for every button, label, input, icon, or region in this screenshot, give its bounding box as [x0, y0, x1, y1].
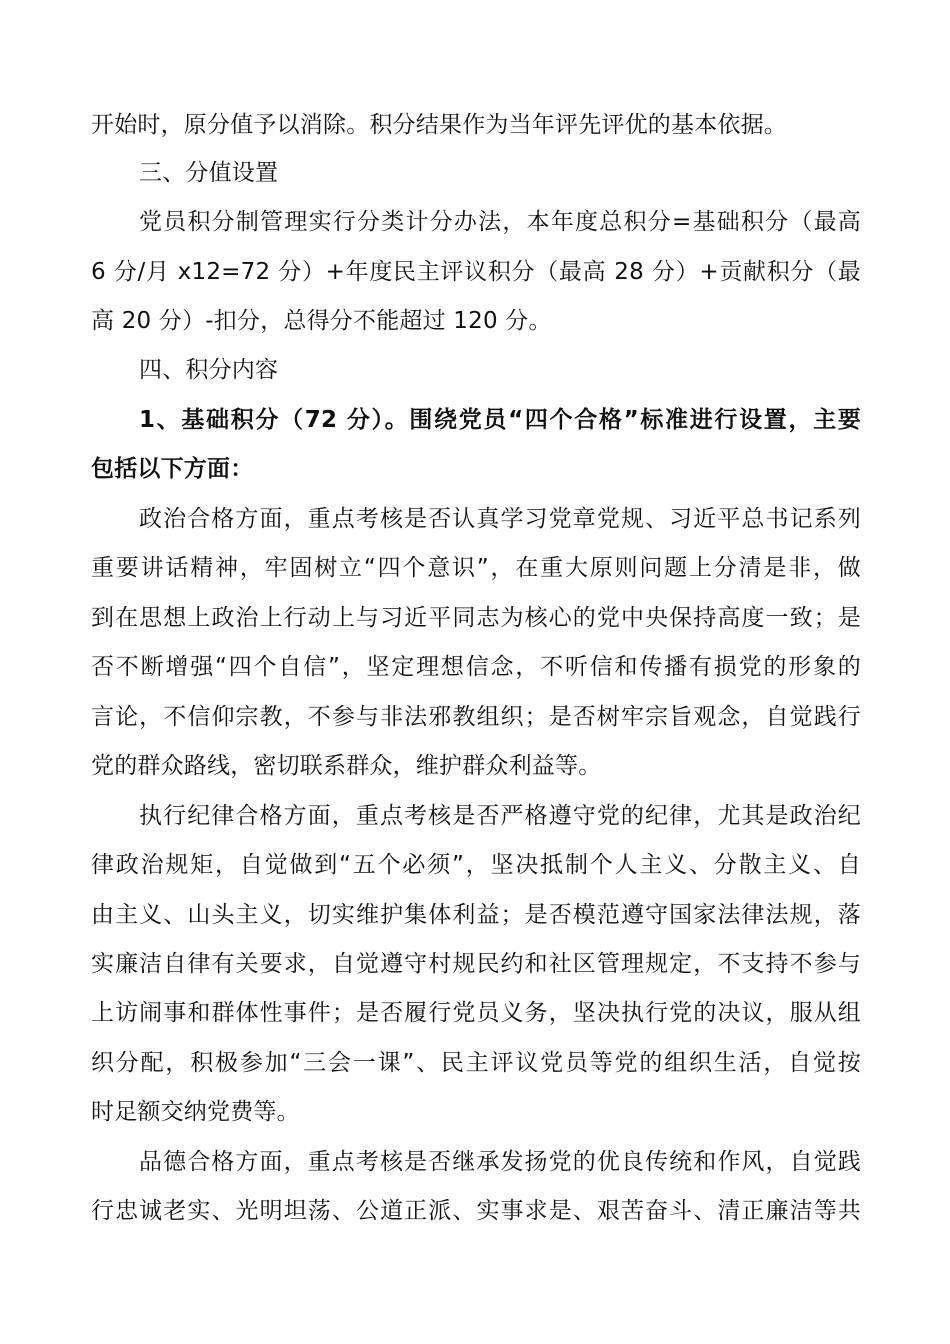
text-line: 党员积分制管理实行分类计分办法，本年度总积分=基础积分（最高	[139, 209, 861, 235]
text-line: 政治合格方面，重点考核是否认真学习党章党规、习近平总书记系列	[139, 506, 861, 532]
text-line: 言论，不信仰宗教，不参与非法邪教组织；是否树牢宗旨观念，自觉践行	[91, 704, 861, 730]
text-line: 6 分/月 x12=72 分）+年度民主评议积分（最高 28 分）+贡献积分（最	[91, 259, 861, 285]
text-line: 实廉洁自律有关要求，自觉遵守村规民约和社区管理规定，不支持不参与	[91, 951, 861, 977]
text-line: 时足额交纳党费等。	[91, 1099, 300, 1125]
text-line: 织分配，积极参加“三会一课”、民主评议党员等党的组织生活，自觉按	[91, 1050, 861, 1076]
text-line: 党的群众路线，密切联系群众，维护群众利益等。	[91, 753, 602, 779]
text-line: 重要讲话精神，牢固树立“四个意识”，在重大原则问题上分清是非，做	[91, 555, 861, 581]
text-line: 否不断增强“四个自信”，坚定理想信念，不听信和传播有损党的形象的	[91, 654, 861, 680]
section-heading: 三、分值设置	[139, 160, 279, 186]
section-heading: 四、积分内容	[139, 357, 279, 383]
text-line: 执行纪律合格方面，重点考核是否严格遵守党的纪律，尤其是政治纪	[139, 803, 861, 829]
text-line: 上访闹事和群体性事件；是否履行党员义务，坚决执行党的决议，服从组	[91, 1000, 861, 1026]
text-line: 行忠诚老实、光明坦荡、公道正派、实事求是、艰苦奋斗、清正廉洁等共	[91, 1198, 861, 1224]
subheading: 1、基础积分（72 分）。围绕党员“四个合格”标准进行设置，主要	[139, 407, 861, 433]
text-line: 高 20 分）-扣分，总得分不能超过 120 分。	[91, 308, 552, 334]
text-line: 律政治规矩，自觉做到“五个必须”，坚决抵制个人主义、分散主义、自	[91, 852, 861, 878]
text-line: 品德合格方面，重点考核是否继承发扬党的优良传统和作风，自觉践	[139, 1149, 861, 1175]
text-line: 由主义、山头主义，切实维护集体利益；是否模范遵守国家法律法规，落	[91, 902, 861, 928]
text-line: 开始时，原分值予以消除。积分结果作为当年评先评优的基本依据。	[91, 112, 787, 138]
subheading: 包括以下方面：	[91, 456, 254, 482]
text-line: 到在思想上政治上行动上与习近平同志为核心的党中央保持高度一致；是	[91, 605, 861, 631]
